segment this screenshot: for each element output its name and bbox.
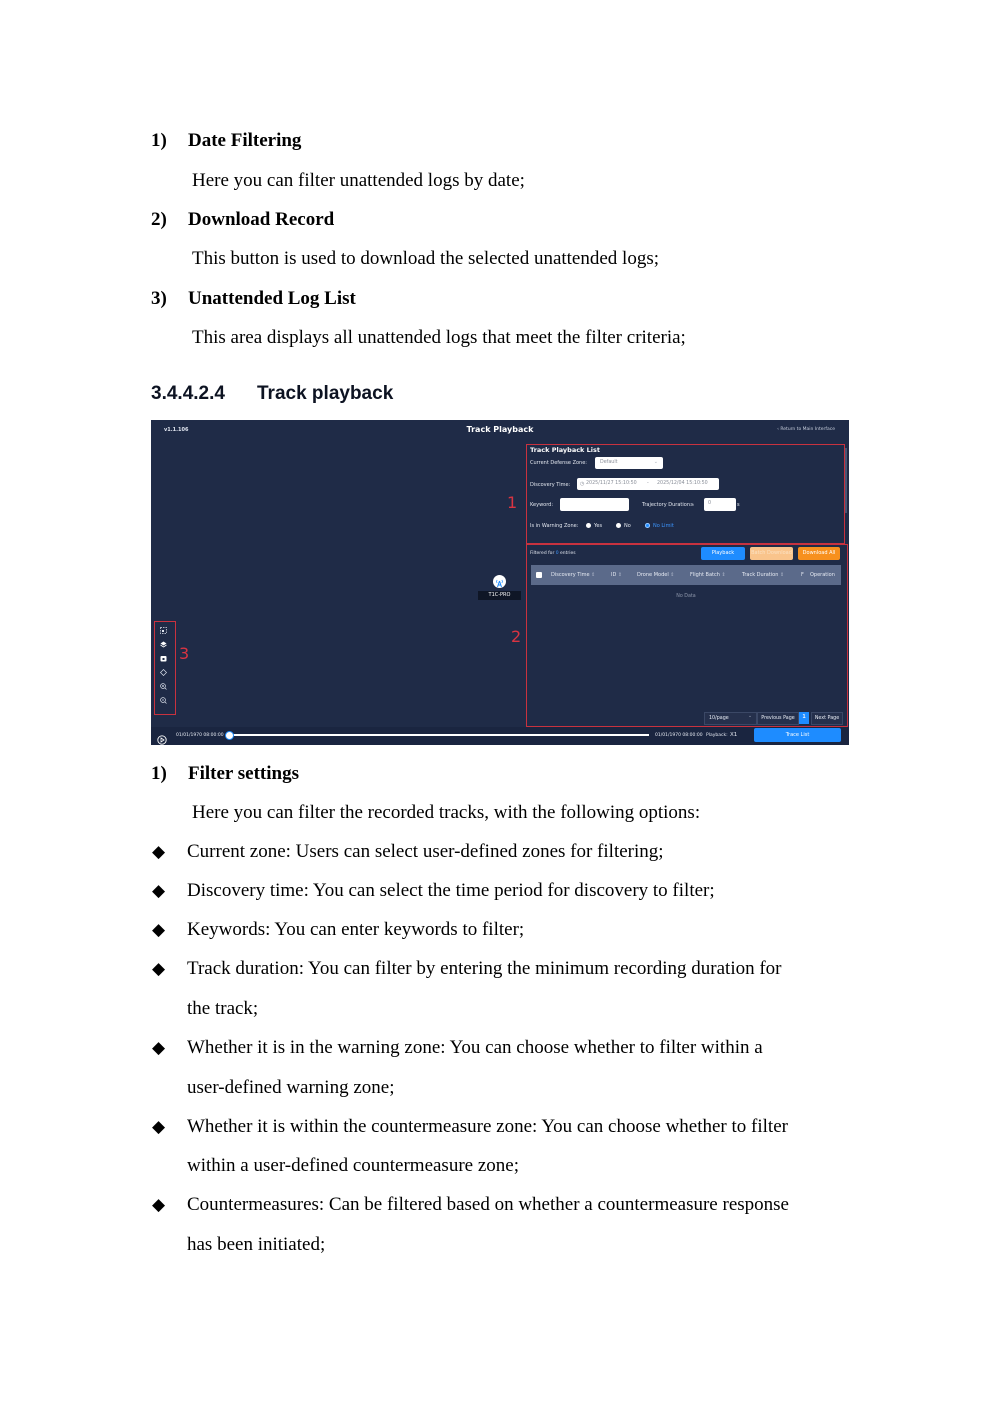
return-to-main-link[interactable]: ‹ Return to Main Interface <box>777 427 835 432</box>
annotation-1: 1 <box>507 493 518 512</box>
zone-select[interactable] <box>595 457 663 469</box>
diamond-bullet-icon: ◆ <box>152 881 166 900</box>
diamond-bullet-icon: ◆ <box>152 1195 166 1214</box>
bullet-text: Whether it is in the warning zone: You can choose whether to filter within a <box>187 1037 763 1058</box>
chevron-down-icon: ⌄ <box>653 459 658 465</box>
play-icon[interactable] <box>157 730 167 740</box>
diamond-bullet-icon: ◆ <box>152 1038 166 1057</box>
column-header[interactable] <box>637 572 675 578</box>
next-page-button[interactable]: Next Page <box>811 712 843 725</box>
bullet-text: Keywords: You can enter keywords to filter; <box>187 919 525 940</box>
current-page-button[interactable]: 1 <box>799 712 809 724</box>
item-description: This button is used to download the selected unattended logs; <box>192 248 660 269</box>
date-start: 2025/11/27 15:10:50 <box>586 481 637 486</box>
column-flight-batch: Flight Batch <box>690 572 720 578</box>
fit-view-icon[interactable] <box>160 627 167 634</box>
zone-label: Current Defense Zone: <box>530 460 587 466</box>
annotation-3: 3 <box>179 644 190 663</box>
item-number: 1) <box>151 763 167 784</box>
download-all-button[interactable]: Download All <box>798 547 840 560</box>
item-number: 1) <box>151 130 167 151</box>
radio-no-limit[interactable] <box>645 523 650 528</box>
diamond-bullet-icon: ◆ <box>152 1117 166 1136</box>
timeline-start-time: 01/01/1970 08:00:00 <box>176 733 224 738</box>
locate-icon[interactable] <box>160 669 167 676</box>
column-drone-model: Drone Model <box>637 572 669 578</box>
keyword-input[interactable] <box>560 498 629 511</box>
column-header[interactable] <box>690 572 726 578</box>
discovery-time-range[interactable] <box>577 478 719 490</box>
bullet-text-continued: user-defined warning zone; <box>187 1077 395 1098</box>
bullet-text: Countermeasures: Can be filtered based on whether a countermeasure response <box>187 1194 789 1215</box>
radar-tower-icon <box>493 577 506 590</box>
panel-scrollbar[interactable] <box>845 448 847 513</box>
column-discovery-time: Discovery Time <box>551 572 590 578</box>
playback-label: Playback: <box>706 733 728 738</box>
filtered-prefix: Filtered for <box>530 551 556 556</box>
trace-list-button[interactable]: Trace List <box>754 728 841 742</box>
column-f: F <box>801 572 804 578</box>
item-heading: Unattended Log List <box>188 288 356 309</box>
sort-icon: ⇕ <box>591 572 596 578</box>
radio-no[interactable] <box>616 523 621 528</box>
column-track-duration: Track Duration <box>742 572 779 578</box>
clock-icon: ◷ <box>580 481 585 487</box>
chevron-down-icon: ⌄ <box>747 714 752 719</box>
device-name-label: T1C-PRO <box>478 591 521 600</box>
keyword-label: Keyword: <box>530 502 554 508</box>
device-marker[interactable] <box>493 575 506 588</box>
track-playback-screenshot <box>151 420 849 745</box>
sort-icon: ⇕ <box>670 572 675 578</box>
date-end: 2025/12/04 15:10:50 <box>657 481 708 486</box>
column-id: ID <box>611 572 617 578</box>
page-size-select[interactable] <box>704 712 757 725</box>
device-box-icon[interactable] <box>160 655 167 662</box>
column-operation: Operation <box>810 572 835 578</box>
item-heading: Filter settings <box>188 763 299 784</box>
item-description: This area displays all unattended logs that meet the filter criteria; <box>192 327 686 348</box>
filtered-count-text <box>530 551 576 556</box>
filtered-count: 0 <box>555 551 559 556</box>
filtered-suffix: entries <box>558 551 576 556</box>
batch-download-button[interactable]: Batch Download <box>750 547 793 560</box>
diamond-bullet-icon: ◆ <box>152 959 166 978</box>
radio-no-limit-label: No Limit <box>653 523 674 529</box>
filter-annotation-box <box>526 444 845 544</box>
bullet-text-continued: within a user-defined countermeasure zone; <box>187 1155 519 1176</box>
trajectory-duration-label: Trajectory Duration≥ <box>642 502 695 508</box>
discovery-time-label: Discovery Time: <box>530 482 571 488</box>
bullet-text: Whether it is within the countermeasure zone: You can choose whether to filter <box>187 1116 788 1137</box>
filter-intro: Here you can filter the recorded tracks, with the following options: <box>192 802 701 823</box>
timeline-end-time: 01/01/1970 08:00:00 <box>655 733 703 738</box>
radio-yes-label: Yes <box>594 523 603 529</box>
diamond-bullet-icon: ◆ <box>152 842 166 861</box>
zone-select-value: Default <box>600 460 618 465</box>
page-size-value: 10/page <box>709 716 729 721</box>
section-title: Track playback <box>257 383 394 404</box>
column-header[interactable] <box>742 572 784 578</box>
section-number: 3.4.4.2.4 <box>151 383 225 404</box>
sort-icon: ⇕ <box>779 572 785 578</box>
bullet-text-continued: the track; <box>187 998 259 1019</box>
item-number: 3) <box>151 288 167 309</box>
item-heading: Date Filtering <box>188 130 302 151</box>
select-all-checkbox[interactable] <box>536 572 542 578</box>
previous-page-button[interactable]: Previous Page <box>757 712 799 725</box>
timeline-thumb[interactable] <box>225 731 234 740</box>
duration-value: 0 <box>708 501 712 506</box>
zoom-out-icon[interactable] <box>160 697 167 704</box>
panel-title: Track Playback List <box>530 446 600 454</box>
item-description: Here you can filter unattended logs by date; <box>192 170 525 191</box>
item-number: 2) <box>151 209 167 230</box>
date-separator: - <box>647 481 649 486</box>
radio-no-label: No <box>624 523 631 529</box>
radio-yes[interactable] <box>586 523 591 528</box>
zoom-in-icon[interactable] <box>160 683 167 690</box>
diamond-bullet-icon: ◆ <box>152 920 166 939</box>
playback-button[interactable]: Playback <box>701 547 745 560</box>
bullet-text-continued: has been initiated; <box>187 1234 326 1255</box>
bullet-text: Current zone: Users can select user-defined zones for filtering; <box>187 841 664 862</box>
window-title: Track Playback <box>466 425 534 434</box>
annotation-2: 2 <box>511 627 522 646</box>
column-header[interactable] <box>611 572 622 578</box>
duration-unit: s <box>737 502 740 508</box>
warning-zone-label: Is in Warning Zone: <box>530 523 579 529</box>
version-label: v1.1.106 <box>164 427 189 433</box>
bullet-text: Discovery time: You can select the time period for discovery to filter; <box>187 880 715 901</box>
no-data-text: No Data <box>676 594 696 599</box>
bullet-text: Track duration: You can filter by entering the minimum recording duration for <box>187 958 782 979</box>
table-header <box>531 565 841 585</box>
playback-speed[interactable]: X1 <box>730 732 738 738</box>
sort-icon: ⇕ <box>721 572 726 578</box>
item-heading: Download Record <box>188 209 335 230</box>
trajectory-duration-input[interactable] <box>704 498 736 511</box>
timeline-track[interactable] <box>229 734 649 736</box>
column-header[interactable] <box>551 572 595 578</box>
timeline-bar <box>151 727 849 745</box>
sort-icon: ⇕ <box>617 572 623 578</box>
layers-icon[interactable] <box>160 641 167 648</box>
